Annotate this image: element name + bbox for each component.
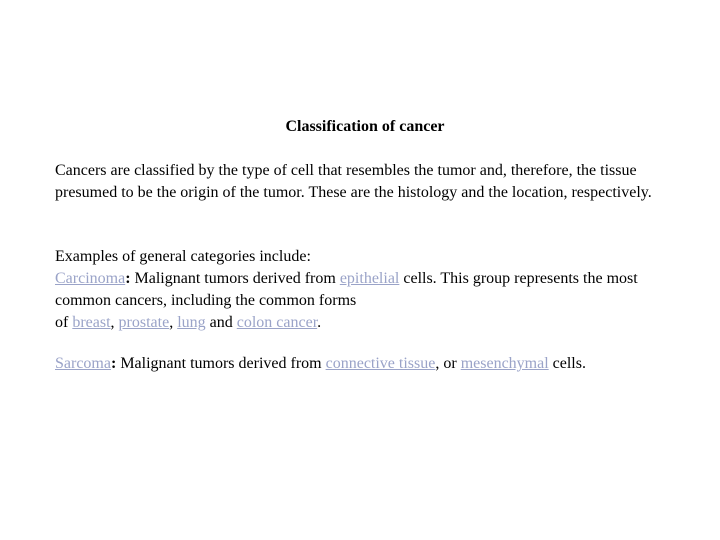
examples-paragraph xyxy=(55,246,675,334)
carcinoma-text-1: Malignant tumors derived from xyxy=(130,270,340,287)
colon-cancer-link[interactable]: colon cancer xyxy=(236,314,318,331)
sarcoma-text-2: , or xyxy=(435,355,461,372)
mesenchymal-link[interactable]: mesenchymal xyxy=(460,355,549,372)
carcinoma-end: . xyxy=(317,314,322,331)
sarcoma-paragraph xyxy=(55,353,675,375)
separator-2: , xyxy=(169,314,178,331)
examples-heading: Examples of general categories include: xyxy=(55,248,311,265)
carcinoma-link[interactable]: Carcinoma xyxy=(55,270,126,287)
separator-1: , xyxy=(110,314,119,331)
sarcoma-colon: : xyxy=(110,355,117,372)
sarcoma-text-1: Malignant tumors derived from xyxy=(116,355,326,372)
carcinoma-colon: : xyxy=(125,270,131,287)
prostate-link[interactable]: prostate xyxy=(118,314,170,331)
breast-link[interactable]: breast xyxy=(72,314,111,331)
sarcoma-text-3: cells. xyxy=(548,355,586,372)
page-title: Classification of cancer xyxy=(285,118,445,135)
carcinoma-text-3: of xyxy=(55,314,73,331)
sarcoma-link[interactable]: Sarcoma xyxy=(55,355,111,372)
separator-3: and xyxy=(205,314,237,331)
connective-tissue-link[interactable]: connective tissue xyxy=(325,355,436,372)
carcinoma-text-2: cells. This group represents the most common cancers, including the common forms xyxy=(55,270,638,309)
epithelial-link[interactable]: epithelial xyxy=(339,270,400,287)
intro-paragraph: Cancers are classified by the type of cell that resembles the tumor and, therefore, the tissue presumed to be the origin of the tumor. These are the histology and the location, respectively. xyxy=(55,162,652,201)
lung-link[interactable]: lung xyxy=(177,314,206,331)
